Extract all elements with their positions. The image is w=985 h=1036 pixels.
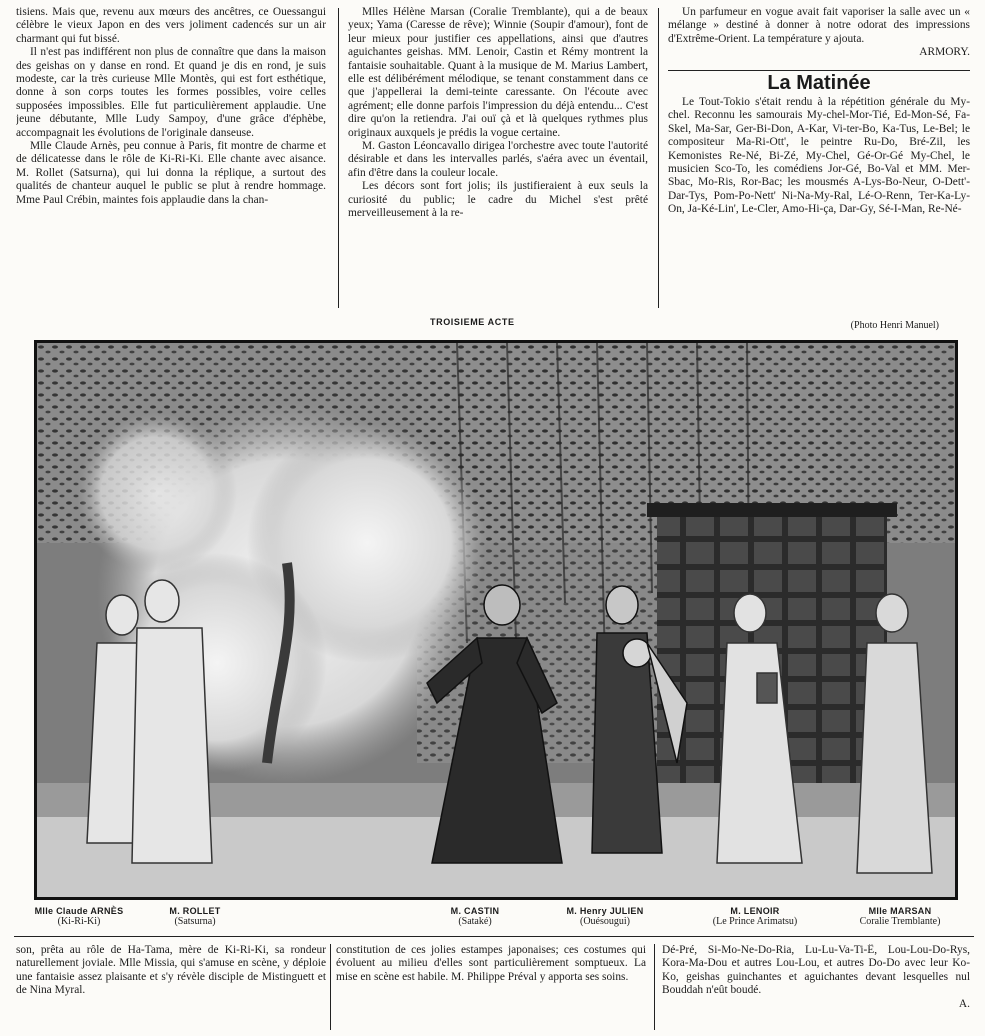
article-paragraph: Mlles Hélène Marsan (Coralie Tremblante), qui a de beaux yeux; Yama (Caresse de rêve); Winnie (Soupir d'amour), font de leur mieux pour justifier ces appellations, ainsi que d'autres aguichantes geishas. MM. Lenoir, Castin et Rémy montrent la fantaisie souhaitable. Quant à la musique de M. Marius Lambert, elle est délibérément mélodique, se tenant constamment dans ce que j'appellerai la demi-teinte caressante. On l'écoute avec agrément; elle donne parfois l'impression du déjà entendu... C'est dire qu'on la retiendra. J'ai ouï çà et là quelques rythmes plus originaux auxquels je prédis la vogue certaine. — [348, 6, 648, 139]
performer-role: (Ki-Ri-Ki) — [57, 916, 101, 927]
performer-role: (Satsurna) — [174, 916, 216, 927]
photo-label — [830, 906, 970, 927]
column-divider — [658, 8, 659, 308]
photo-credit: (Photo Henri Manuel) — [850, 320, 939, 331]
top-column-3 — [668, 6, 970, 312]
performer-role: (Ouésougui) — [580, 916, 630, 927]
stage-photograph — [34, 340, 958, 900]
article-paragraph: M. Gaston Léoncavallo dirigea l'orchestre avec toute l'autorité désirable et dans les intervalles parlés, s'aéra avec un éventail, afin d'être dans la couleur locale. — [348, 140, 648, 179]
article-paragraph: Mlle Claude Arnès, peu connue à Paris, fit montre de charme et de délicatesse dans le rôle de Ki-Ri-Ki. Elle chante avec aisance. M. Rollet (Satsurna), qui lui donna la réplique, a surtout des qualités de chanteur auquel le public se plut à rendre hommage. Mme Paul Crébin, maintes fois applaudie dans la chan- — [16, 140, 326, 206]
performer-name: Mlle MARSAN — [868, 906, 932, 916]
performer-name: M. CASTIN — [450, 906, 500, 916]
bottom-column-1 — [16, 944, 326, 1032]
photo-label — [140, 906, 250, 927]
article-paragraph: constitution de ces jolies estampes japonaises; ces costumes qui évoluent au milieu d'elles sont particulièrement somptueux. La mise en scène est habile. M. Philippe Préval y apporta ses soins. — [336, 944, 646, 983]
article-paragraph: Les décors sont fort jolis; ils justifieraient à eux seuls la curiosité du public; le cadre du Michel s'est prêté merveilleusement à la re- — [348, 180, 648, 220]
performer-name: M. Henry JULIEN — [566, 906, 644, 916]
top-column-2 — [348, 6, 648, 306]
performer-role: Coralie Tremblante) — [859, 916, 941, 927]
top-column-1 — [16, 6, 326, 306]
article-paragraph: tisiens. Mais que, revenu aux mœurs des ancêtres, ce Ouessangui célèbre le vieux Japon en des vers joliment cadencés sur un air charmant qui fut bissé. — [16, 6, 326, 45]
column-divider — [654, 944, 655, 1030]
column-divider — [338, 8, 339, 308]
performer-name: Mlle Claude ARNÈS — [34, 906, 124, 916]
performer-name: M. ROLLET — [169, 906, 221, 916]
article-paragraph: Un parfumeur en vogue avait fait vaporiser la salle avec un « mélange » destiné à donner à notre odorat des impressions d'Extrême-Orient. La température y ajouta. — [668, 6, 970, 45]
performer-role: (Le Prince Arimatsu) — [712, 916, 798, 927]
photo-label-row — [0, 906, 985, 936]
bottom-column-2 — [336, 944, 646, 1032]
photo-label — [690, 906, 820, 927]
photo-label — [14, 906, 144, 927]
photo-caption: TROISIEME ACTE — [430, 317, 515, 327]
photo-label — [420, 906, 530, 927]
article-paragraph: Dé-Pré, Si-Mo-Ne-Do-Ria, Lu-Lu-Va-Ti-Ê, Lou-Lou-Do-Rys, Kora-Ma-Dou et autres Lou-Lou, et autres Do-Do avec leur Ko-Ko, geishas guinchantes et aguichantes devant lesquelles nul Bouddah n'eût boudé. — [662, 944, 970, 997]
article-paragraph: son, prêta au rôle de Ha-Tama, mère de Ki-Ri-Ki, sa rondeur naturellement joviale. Mlle Missia, qui s'amuse en scène, y déploie une fantaisie assez plaisante et s'y révèle disciple de Mistinguett et de Nina Myral. — [16, 944, 326, 997]
horizontal-divider — [14, 936, 974, 937]
section-heading: La Matinée — [668, 70, 970, 90]
performer-role: (Sataké) — [458, 916, 492, 927]
author-signature: A. — [958, 997, 970, 1010]
stage-scene-illustration — [37, 343, 955, 897]
column-divider — [330, 944, 331, 1030]
author-signature: ARMORY. — [919, 46, 970, 59]
photo-label — [540, 906, 670, 927]
bottom-column-3 — [662, 944, 970, 1032]
article-paragraph: Le Tout-Tokio s'était rendu à la répétition générale du My-chel. Reconnu les samourais My-chel-Mor-Tié, Ed-Mon-Sé, Fa-Skel, Ma-Sar, Ger-Bi-Don, A-Kar, Vi-ter-Bo, Ka-Tus, Le-Bel; le compositeur Ma-Ri-Ott', le peintre Ru-Do, Bré-Zil, les Kemonistes Re-Né, Bi-Zé, My-Chel, Gé-Or-Gé My-Chel, le musicien Sco-To, les comédiens Jor-Gé, Bo-Val et MM. Mer-Sbac, Mo-Ris, Ror-Bac; les mousmés A-Lys-Bo-Neur, O-Dett'-Dar-Tys, Pom-Po-Nett' Ni-Na-My-Ral, Lé-O-Renn, Ter-Ka-Ly-On, Ja-Ké-Lin', Le-Cler, Amo-Hi-ça, Dar-Gy, Sé-I-Man, Re-Né- — [668, 96, 970, 216]
article-paragraph: Il n'est pas indifférent non plus de connaître que dans la maison des geishas on y danse en rond. Et quand je dis en rond, je suis modeste, car la très curieuse Mlle Montès, qui est fort esthétique, donne à son corps toutes les formes possibles, voire celles supposées impossibles. Elle fut particulièrement applaudie. Une jeune débutante, Mlle Ludy Sampoy, d'une grâce d'éphèbe, accompagnait les évolutions de l'originale danseuse. — [16, 46, 326, 139]
performer-name: M. LENOIR — [730, 906, 780, 916]
